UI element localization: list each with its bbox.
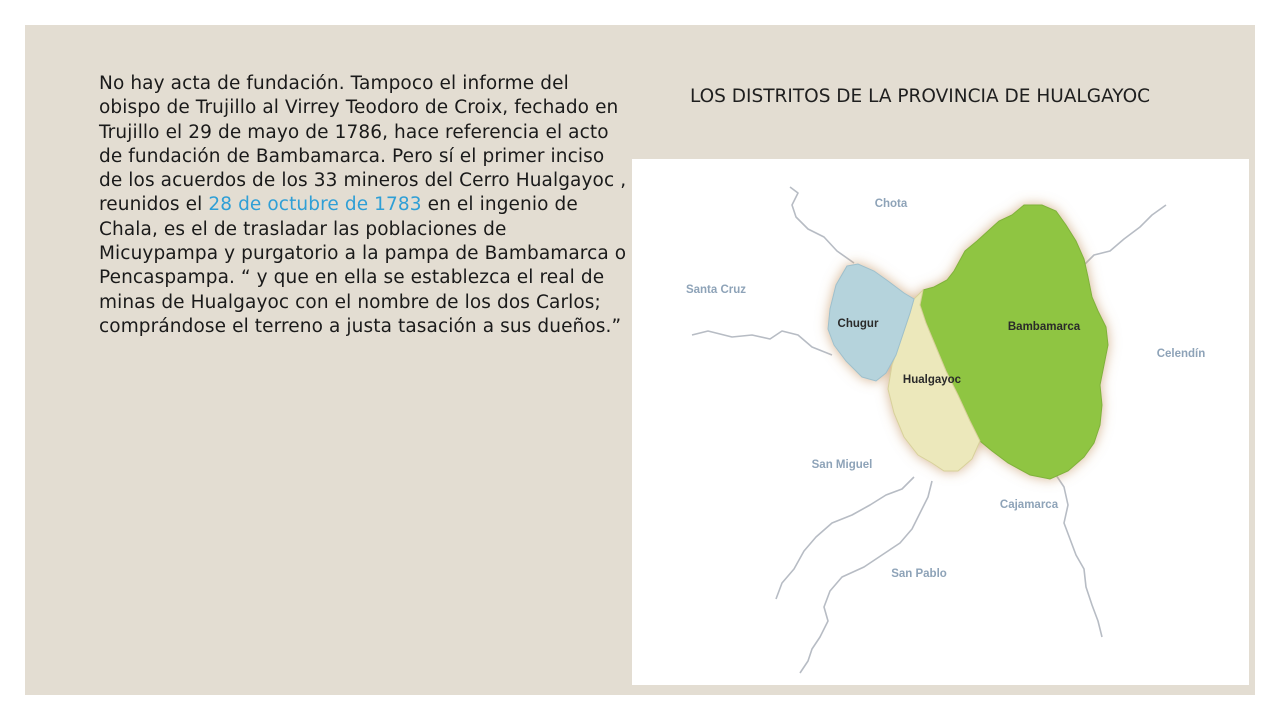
label-chota: Chota — [874, 198, 908, 210]
body-text-after-link: en el ingenio de Chala, es el de trasladar las poblaciones de Micuypampa y purgatorio a la pampa de Bambamarca o Pencaspampa. “ y que en ella se establezca el real de minas de Hualgayoc con el nombre de los dos Carlos; comprándose el terreno a justa tasación a sus dueños.” — [99, 194, 627, 337]
label-san-pablo: San Pablo — [891, 568, 947, 580]
boundary-line-cajamarca-east — [1052, 469, 1102, 637]
map-title: LOS DISTRITOS DE LA PROVINCIA DE HUALGAYOC — [689, 86, 1151, 107]
label-celendin: Celendín — [1156, 348, 1206, 360]
label-santa-cruz: Santa Cruz — [685, 284, 747, 296]
body-text-before-link: No hay acta de fundación. Tampoco el informe del obispo de Trujillo al Virrey Teodoro de Croix, fechado en Trujillo el 29 de mayo de 1786, hace referencia el acto de fundación de Bambamarca. Pero sí el primer inciso de los acuerdos de los 33 mineros del Cerro Hualgayoc , reunidos el — [99, 73, 627, 216]
label-chugur: Chugur — [837, 318, 879, 330]
boundary-line-san-miguel — [776, 477, 914, 599]
label-bambamarca: Bambamarca — [1007, 321, 1081, 333]
body-paragraph — [99, 72, 629, 339]
boundary-line-santa-cruz — [692, 331, 832, 355]
slide — [25, 25, 1255, 695]
boundary-line-chota-east — [1080, 205, 1166, 269]
districts — [828, 205, 1108, 479]
map-image — [632, 159, 1249, 685]
label-hualgayoc: Hualgayoc — [902, 374, 962, 386]
label-san-miguel: San Miguel — [811, 459, 873, 471]
label-cajamarca: Cajamarca — [999, 499, 1059, 511]
hualgayoc-district-map — [632, 159, 1249, 685]
boundary-line-chota-west — [790, 187, 854, 263]
date-link[interactable]: 28 de octubre de 1783 — [208, 194, 422, 216]
